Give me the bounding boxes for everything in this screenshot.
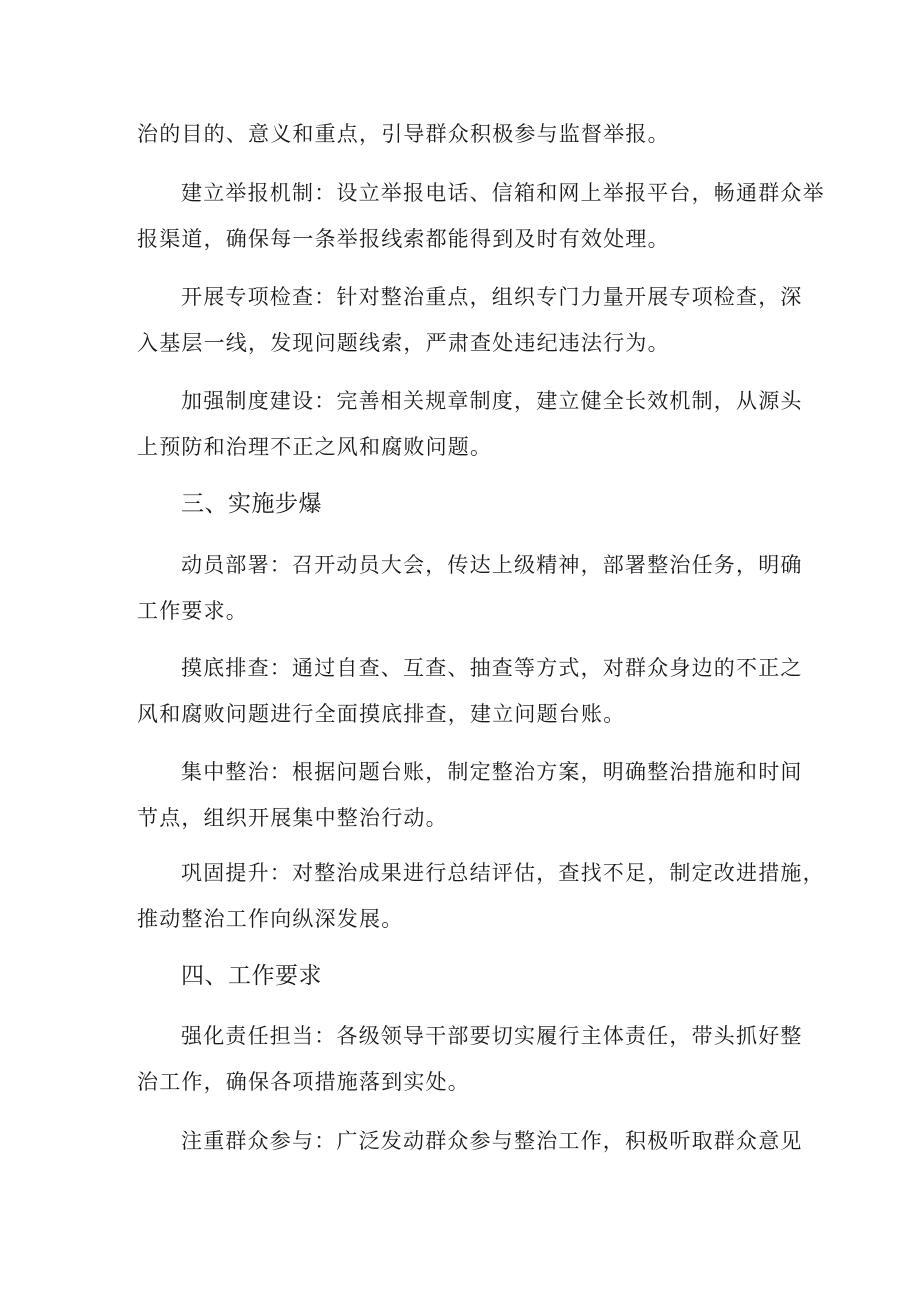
paragraph-investigation: [137, 645, 803, 737]
paragraph-public-participation: [137, 1118, 803, 1164]
paragraph-concentrated-rectification: [137, 749, 803, 841]
paragraph-special-inspection: [137, 274, 803, 366]
paragraph-line: 注重群众参与：广泛发动群众参与整治工作，积极听取群众意见: [181, 1129, 803, 1153]
paragraph-system-building: [137, 378, 803, 470]
paragraph-line: 动员部署：召开动员大会，传达上级精神，部署整治任务，明确: [181, 553, 803, 577]
paragraph-line: 节点，组织开展集中整治行动。: [137, 806, 448, 830]
paragraph-line: 建立举报机制：设立举报电话、信箱和网上举报平台，畅通群众举: [181, 181, 825, 205]
paragraph-line: 工作要求。: [137, 599, 248, 623]
paragraph-line: 治的目的、意义和重点，引导群众积极参与监督举报。: [137, 122, 670, 146]
paragraph-line: 报渠道，确保每一条举报线索都能得到及时有效处理。: [137, 227, 670, 251]
paragraph-line: 开展专项检查：针对整治重点，组织专门力量开展专项检查，深: [181, 285, 803, 309]
paragraph-mobilization: [137, 542, 803, 634]
paragraph-line: 加强制度建设：完善相关规章制度，建立健全长效机制，从源头: [181, 389, 803, 413]
paragraph-line: 集中整治：根据问题台账，制定整治方案，明确整治措施和时间: [181, 760, 803, 784]
paragraph-line: 巩固提升：对整治成果进行总结评估，查找不足，制定改进措施，: [181, 861, 825, 885]
paragraph-line: 推动整治工作向纵深发展。: [137, 907, 404, 931]
paragraph-line: 强化责任担当：各级领导干部要切实履行主体责任，带头抓好整: [181, 1024, 803, 1048]
section-heading-implementation-steps: 三、实施步爆: [181, 491, 322, 517]
paragraph-responsibility: [137, 1013, 803, 1105]
paragraph-line: 治工作，确保各项措施落到实处。: [137, 1070, 470, 1094]
paragraph-reporting-mechanism: [137, 170, 825, 262]
paragraph-line: 入基层一线，发现问题线索，严肃查处违纪违法行为。: [137, 331, 670, 355]
paragraph-line: 上预防和治理不正之风和腐败问题。: [137, 435, 493, 459]
paragraph-line: 摸底排查：通过自查、互查、抽查等方式，对群众身边的不正之: [181, 656, 803, 680]
section-heading-work-requirements: 四、工作要求: [181, 963, 322, 989]
paragraph-intro-continuation: [137, 111, 797, 157]
paragraph-consolidation: [137, 850, 825, 942]
paragraph-line: 风和腐败问题进行全面摸底排查，建立问题台账。: [137, 702, 626, 726]
